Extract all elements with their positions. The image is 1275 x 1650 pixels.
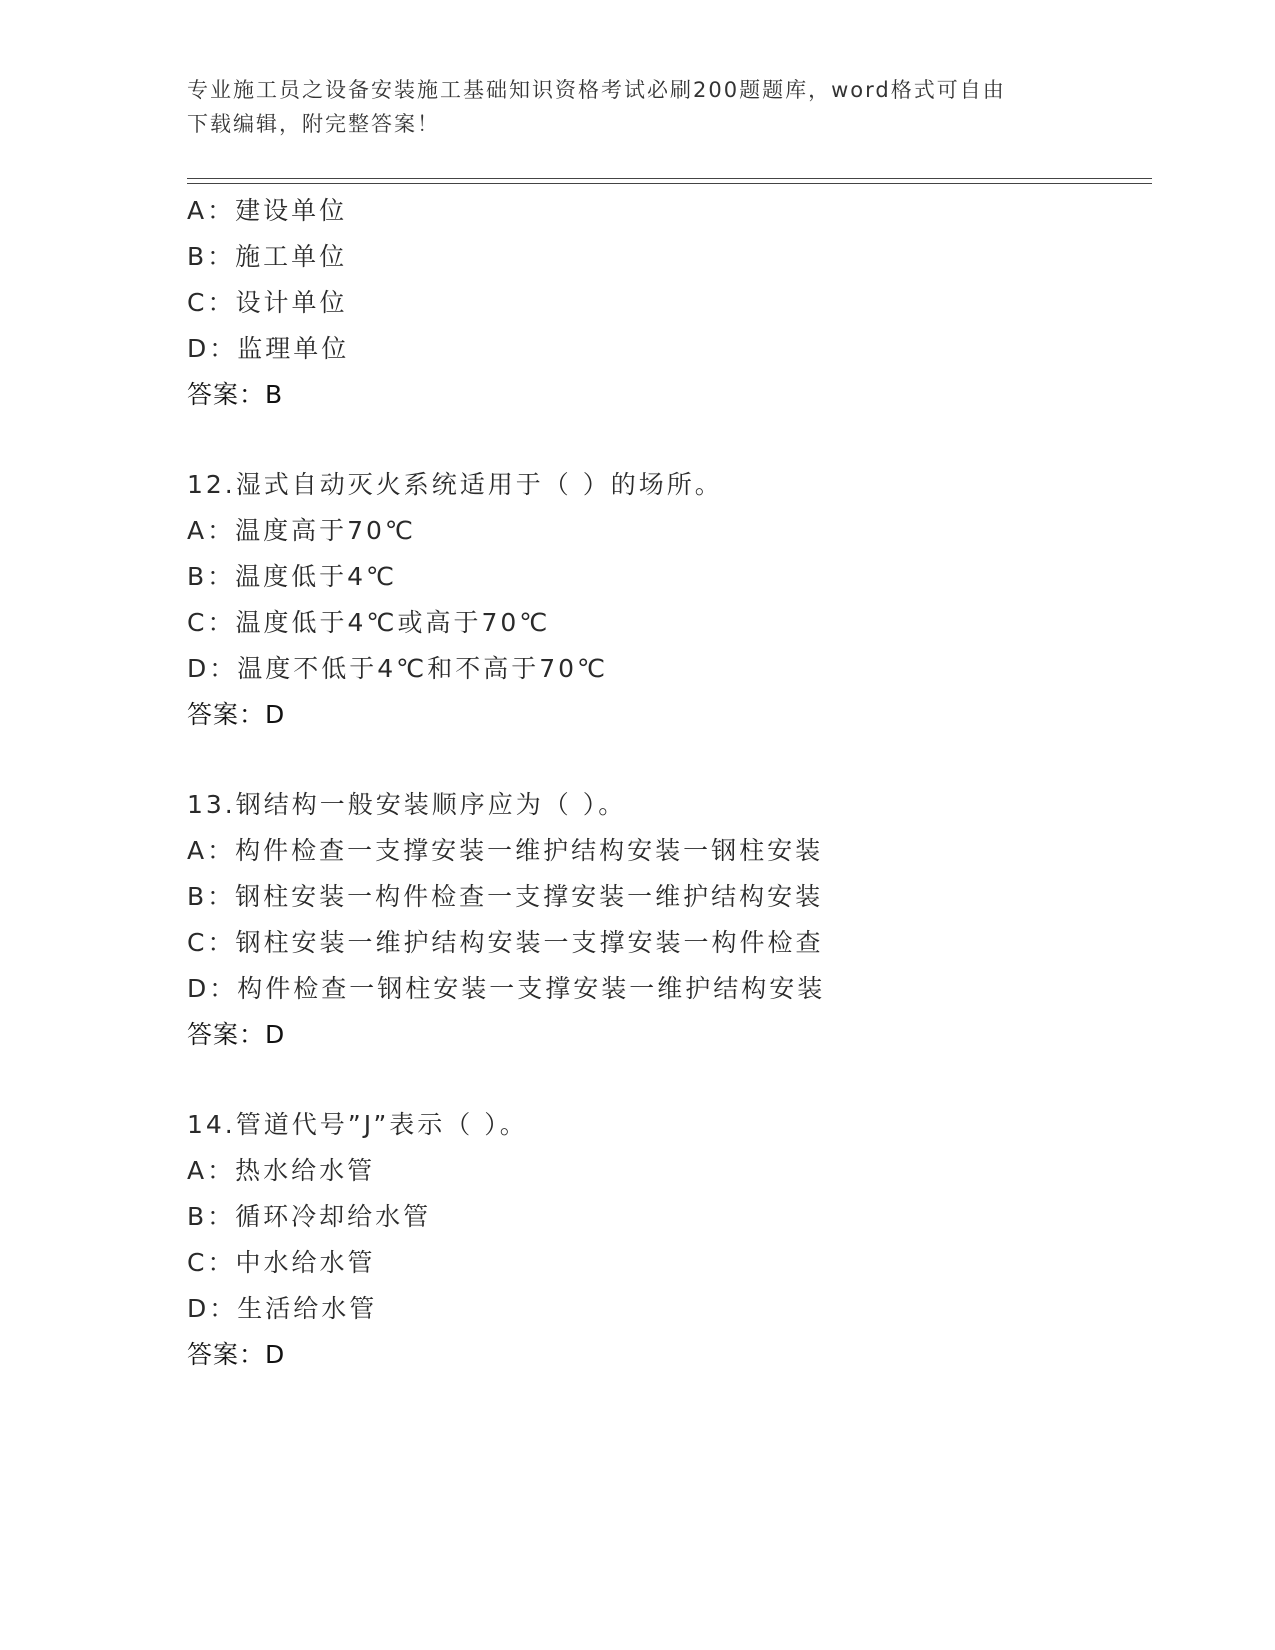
spacer [187, 1058, 1147, 1102]
question-list [187, 188, 1147, 1378]
question-block-12 [187, 462, 1147, 738]
header-divider-bottom [187, 183, 1152, 184]
option-d: D：温度不低于4℃和不高于70℃ [187, 654, 609, 683]
option-b: B：温度低于4℃ [187, 562, 398, 591]
question-block-13 [187, 782, 1147, 1058]
option-b: B：施工单位 [187, 242, 348, 271]
option-d: D：构件检查一钢柱安装一支撑安装一维护结构安装 [187, 974, 826, 1003]
option-b: B：钢柱安装一构件检查一支撑安装一维护结构安装 [187, 882, 824, 911]
option-a: A：热水给水管 [187, 1156, 376, 1185]
option-a: A：温度高于70℃ [187, 516, 416, 545]
answer-line: 答案：D [187, 1340, 286, 1369]
option-b: B：循环冷却给水管 [187, 1202, 432, 1231]
spacer [187, 418, 1147, 462]
option-a: A：构件检查一支撑安装一维护结构安装一钢柱安装 [187, 836, 824, 865]
answer-line: 答案：B [187, 380, 284, 409]
option-c: C：钢柱安装一维护结构安装一支撑安装一构件检查 [187, 928, 824, 957]
spacer [187, 738, 1147, 782]
question-text: 12.湿式自动灭火系统适用于（ ）的场所。 [187, 470, 723, 499]
option-d: D：生活给水管 [187, 1294, 378, 1323]
option-d: D：监理单位 [187, 334, 350, 363]
question-block-14 [187, 1102, 1147, 1378]
question-block-11 [187, 188, 1147, 418]
question-text: 13.钢结构一般安装顺序应为（ ）。 [187, 790, 627, 819]
header-line-1: 专业施工员之设备安装施工基础知识资格考试必刷200题题库，word格式可自由 [187, 78, 1006, 102]
question-text: 14.管道代号”J”表示（ ）。 [187, 1110, 528, 1139]
header-line-2: 下载编辑，附完整答案！ [187, 112, 440, 136]
answer-line: 答案：D [187, 700, 286, 729]
header-divider-top [187, 178, 1152, 179]
document-header [187, 73, 1087, 141]
option-c: C：设计单位 [187, 288, 348, 317]
option-a: A：建设单位 [187, 196, 348, 225]
option-c: C：温度低于4℃或高于70℃ [187, 608, 551, 637]
option-c: C：中水给水管 [187, 1248, 376, 1277]
answer-line: 答案：D [187, 1020, 286, 1049]
